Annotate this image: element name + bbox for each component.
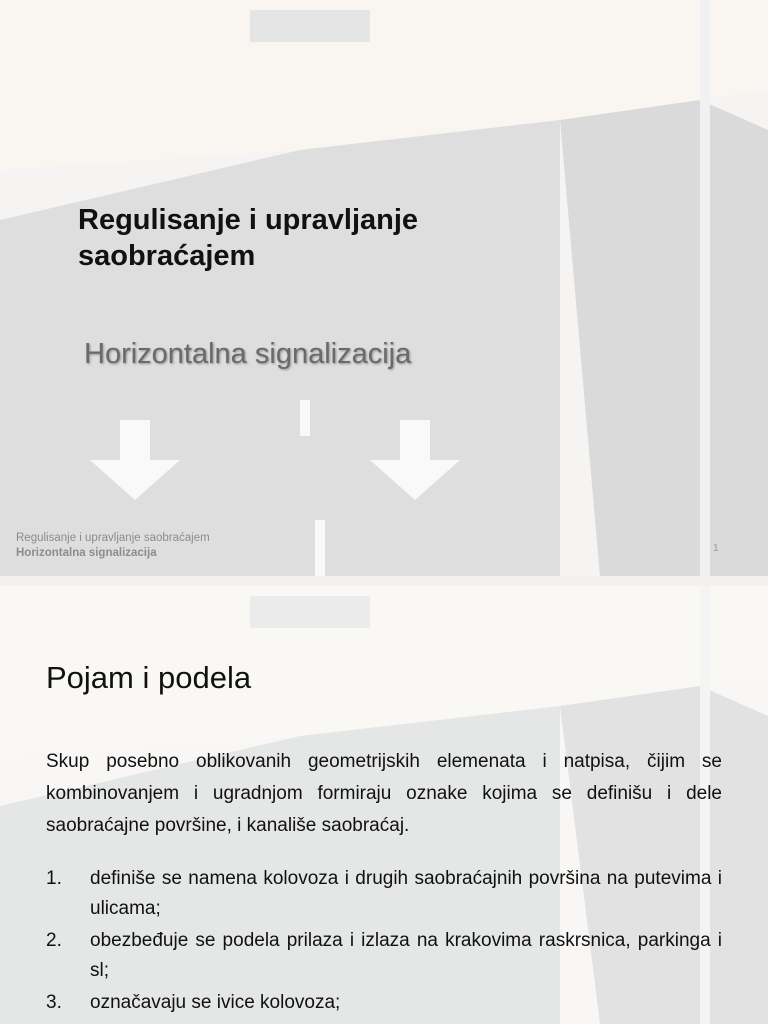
- numbered-list: [46, 864, 722, 1020]
- footer-course-title: Regulisanje i upravljanje saobraćajem: [16, 532, 210, 544]
- list-item: [46, 864, 722, 924]
- list-item-text: definiše se namena kolovoza i drugih saobraćajnih površina na putevima i ulicama;: [90, 868, 722, 919]
- list-item-number: 1.: [46, 868, 62, 889]
- slide-title: Regulisanje i upravljanje saobraćajem: [78, 204, 419, 272]
- definition-paragraph: Skup posebno oblikovanih geometrijskih elemenata i natpisa, čijim se kombinovanjem i ugradnjom formiraju oznake kojima se definišu i dele saobraćajne površine, i kanališe saobraćaj.: [46, 751, 722, 836]
- list-item: [46, 926, 722, 986]
- slide-subtitle: Horizontalna signalizacija: [84, 338, 412, 370]
- list-item: [46, 988, 722, 1018]
- slide-title: Pojam i podela: [46, 660, 252, 695]
- list-item-text: obezbeđuje se podela prilaza i izlaza na krakovima raskrsnica, parkinga i sl;: [90, 930, 722, 981]
- list-item-number: 3.: [46, 992, 62, 1013]
- page-number: 1: [713, 543, 719, 554]
- list-item-number: 2.: [46, 930, 62, 951]
- slide-2: [0, 586, 768, 1024]
- footer-topic: Horizontalna signalizacija: [16, 547, 157, 559]
- list-item-text: označavaju se ivice kolovoza;: [90, 992, 341, 1013]
